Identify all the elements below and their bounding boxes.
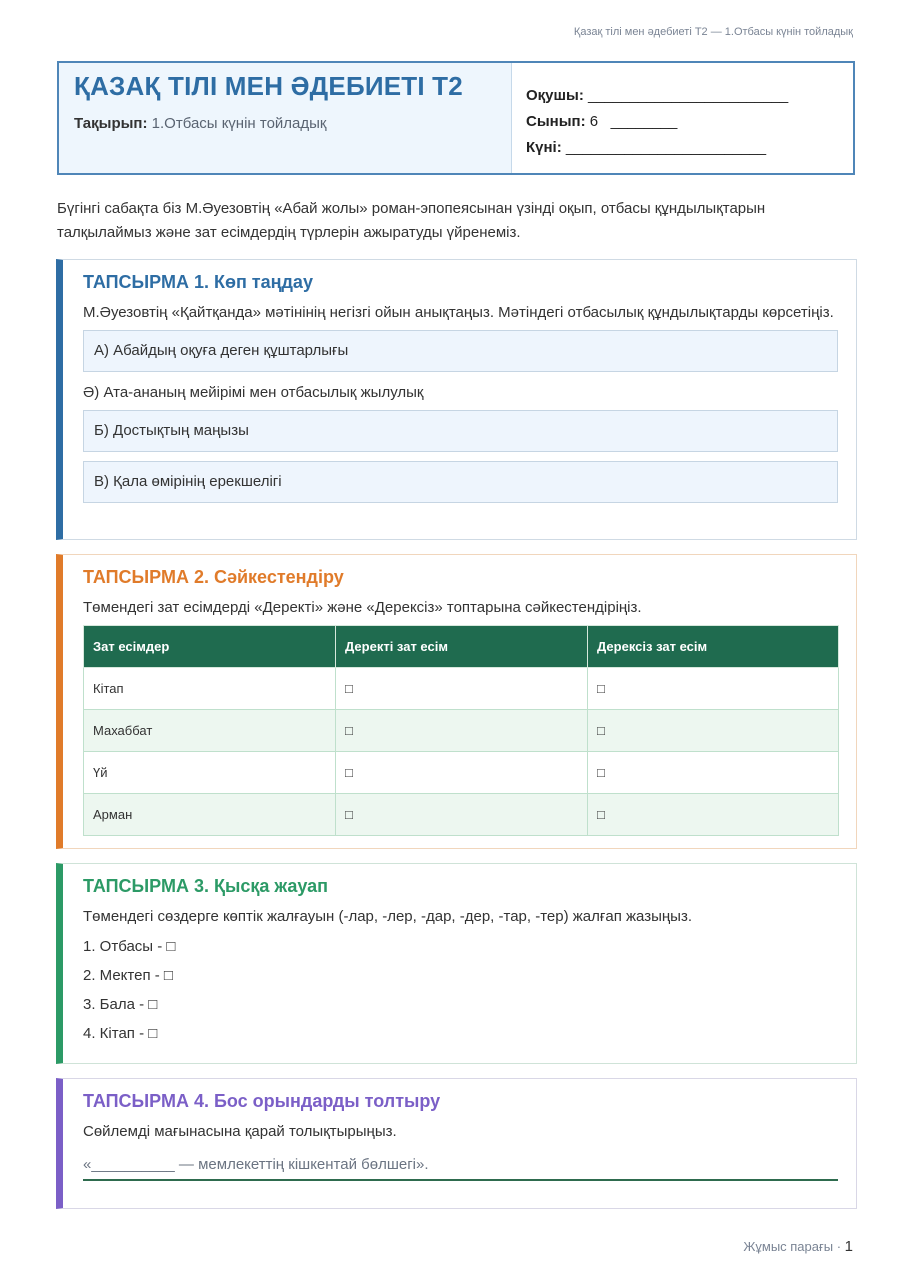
noun-cell: Арман	[84, 794, 336, 836]
fill-blank-field[interactable]: «__________ — мемлекеттің кішкентай бөлшегі».	[83, 1156, 838, 1181]
student-row	[526, 83, 839, 109]
student-info-block	[512, 63, 853, 173]
task-3-short-answer	[56, 863, 857, 1064]
footer-label: Жұмыс парағы ·	[743, 1239, 842, 1254]
list-item[interactable]: 4. Кітап - □	[83, 1025, 158, 1042]
abstract-checkbox[interactable]: □	[588, 710, 839, 752]
option-v[interactable]: В) Қала өмірінің ерекшелігі	[83, 461, 838, 503]
table-row	[84, 794, 839, 836]
abstract-checkbox[interactable]: □	[588, 794, 839, 836]
date-row	[526, 135, 839, 161]
option-ae[interactable]: Ә) Ата-ананың мейірімі мен отбасылық жылулық	[83, 384, 424, 401]
date-field[interactable]: ________________________	[565, 139, 767, 156]
intro-paragraph: Бүгінгі сабақта біз М.Әуезовтің «Абай жолы» роман-эпопеясынан үзінді оқып, отбасы құндылықтарын талқылаймыз және зат есімдердің түрлерін ажыратуды үйренеміз.	[57, 200, 766, 241]
table-row	[84, 710, 839, 752]
worksheet-header	[57, 61, 855, 175]
short-answer-list	[83, 932, 838, 1048]
class-row	[526, 109, 839, 135]
column-header: Деректі зат есім	[336, 626, 588, 668]
class-value: 6	[589, 113, 599, 130]
running-head: Қазақ тілі мен әдебиеті Т2 — 1.Отбасы күнін тойладық	[573, 26, 853, 38]
concrete-checkbox[interactable]: □	[336, 668, 588, 710]
concrete-checkbox[interactable]: □	[336, 752, 588, 794]
page-number: 1	[844, 1238, 853, 1255]
option-a[interactable]: А) Абайдың оқуға деген құштарлығы	[83, 330, 838, 372]
column-header: Дерексіз зат есім	[588, 626, 839, 668]
noun-cell: Кітап	[84, 668, 336, 710]
task-4-description: Сөйлемді мағынасына қарай толықтырыңыз.	[83, 1123, 397, 1140]
task-4-title: ТАПСЫРМА 4. Бос орындарды толтыру	[83, 1091, 441, 1111]
task-3-description: Төмендегі сөздерге көптік жалғауын (-лар, -лер, -дар, -дер, -тар, -тер) жалғап жазыңыз.	[83, 908, 692, 925]
list-item[interactable]: 2. Мектеп - □	[83, 967, 173, 984]
page-footer	[743, 1238, 853, 1255]
concrete-checkbox[interactable]: □	[336, 710, 588, 752]
class-label: Сынып:	[526, 113, 586, 130]
student-name-field[interactable]: ________________________	[588, 87, 789, 104]
class-field[interactable]: ________	[610, 113, 678, 130]
task-3-title: ТАПСЫРМА 3. Қысқа жауап	[83, 876, 328, 896]
noun-cell: Үй	[84, 752, 336, 794]
concrete-checkbox[interactable]: □	[336, 794, 588, 836]
student-label: Оқушы:	[526, 87, 584, 104]
task-1-multiple-choice	[56, 259, 857, 540]
abstract-checkbox[interactable]: □	[588, 752, 839, 794]
topic-value: 1.Отбасы күнін тойладық	[151, 115, 327, 132]
task-2-matching	[56, 554, 857, 849]
task-2-title: ТАПСЫРМА 2. Сәйкестендіру	[83, 567, 344, 587]
noun-cell: Махаббат	[84, 710, 336, 752]
task-1-title: ТАПСЫРМА 1. Көп таңдау	[83, 272, 313, 292]
option-b[interactable]: Б) Достықтың маңызы	[83, 410, 838, 452]
table-header-row	[84, 626, 839, 668]
matching-table	[83, 625, 839, 836]
abstract-checkbox[interactable]: □	[588, 668, 839, 710]
task-2-description: Төмендегі зат есімдерді «Деректі» және «Дерексіз» топтарына сәйкестендіріңіз.	[83, 599, 642, 616]
date-label: Күні:	[526, 139, 562, 156]
topic-line	[74, 115, 496, 132]
task-1-description: М.Әуезовтің «Қайтқанда» мәтінінің негізгі ойын анықтаңыз. Мәтіндегі отбасылық құндылықтарды көрсетіңіз.	[83, 304, 834, 321]
topic-label: Тақырып:	[74, 115, 148, 132]
table-row	[84, 668, 839, 710]
column-header: Зат есімдер	[84, 626, 336, 668]
page-title: ҚАЗАҚ ТІЛІ МЕН ӘДЕБИЕТІ Т2	[74, 71, 463, 101]
list-item[interactable]: 1. Отбасы - □	[83, 938, 176, 955]
task-4-fill-blanks	[56, 1078, 857, 1209]
header-title-block	[59, 63, 512, 173]
table-row	[84, 752, 839, 794]
list-item[interactable]: 3. Бала - □	[83, 996, 158, 1013]
